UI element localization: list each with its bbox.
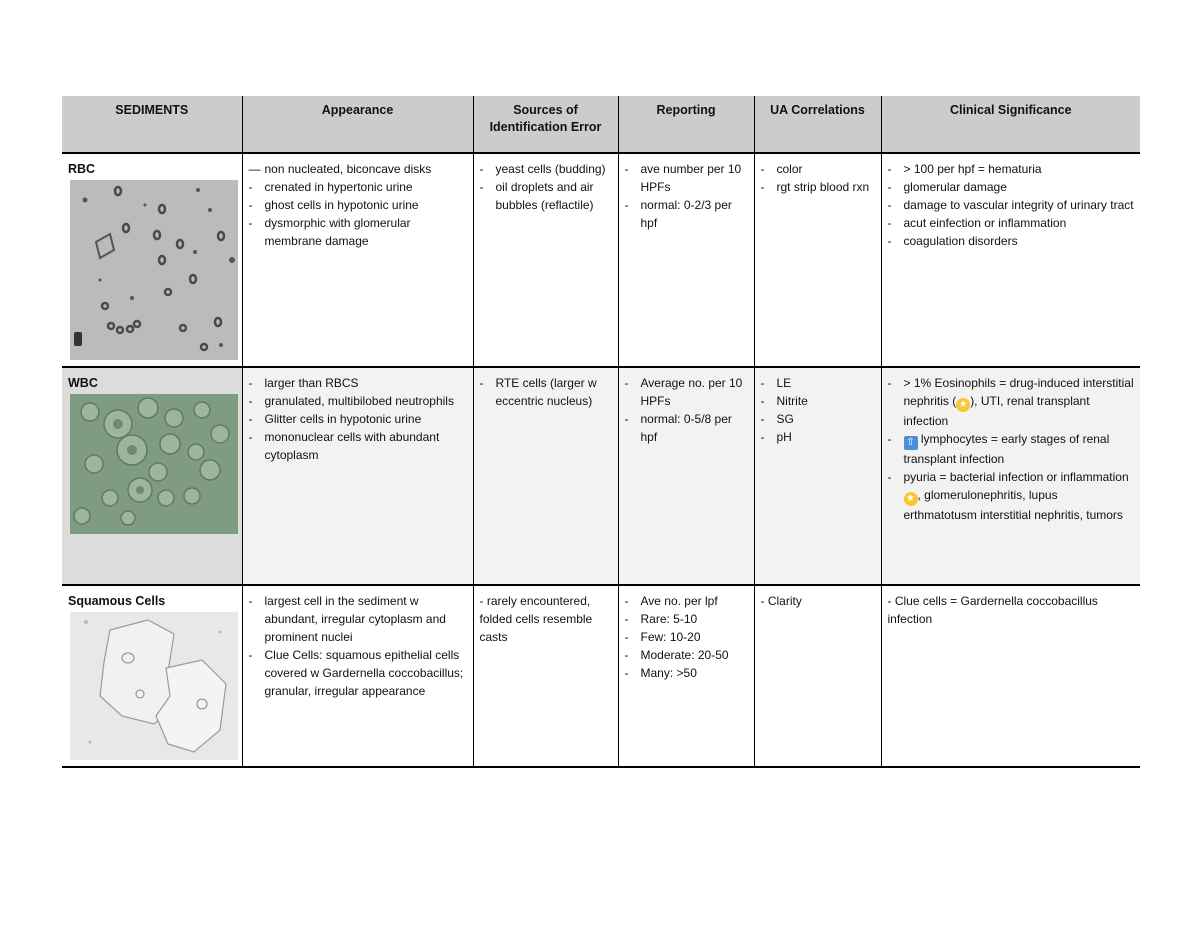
appearance-cell-rbc	[242, 153, 473, 367]
list-item: - > 100 per hpf = hematuria	[888, 160, 1135, 178]
sources-cell-rbc	[473, 153, 618, 367]
sources-text-squamous: - rarely encountered, folded cells resemble casts	[479, 594, 593, 644]
list-item: — non nucleated, biconcave disks	[249, 160, 467, 178]
sediment-name-wbc: WBC	[68, 376, 98, 390]
list-item: - Ave no. per lpf	[625, 592, 748, 610]
clinical-cell-rbc	[881, 153, 1140, 367]
list-item: - Rare: 5-10	[625, 610, 748, 628]
appearance-list-rbc	[249, 160, 467, 250]
list-item	[888, 374, 1135, 430]
ua-cell-rbc	[754, 153, 881, 367]
list-item: - color	[761, 160, 875, 178]
clinical-text-squamous: - Clue cells = Gardernella coccobacillus infection	[887, 594, 1098, 626]
list-item: - larger than RBCS	[249, 374, 467, 392]
list-item	[888, 430, 1135, 468]
clinical-text: ), UTI, renal transplant infection	[903, 394, 1090, 428]
sediment-name-squamous: Squamous Cells	[68, 594, 166, 608]
reporting-list-squamous	[625, 592, 748, 682]
header-clinical-significance: Clinical Significance	[881, 96, 1140, 153]
list-item: - Many: >50	[625, 664, 748, 682]
list-item: - ghost cells in hypotonic urine	[249, 196, 467, 214]
list-item: - oil droplets and air bubbles (reflactile)	[480, 178, 612, 214]
clinical-text: , glomerulonephritis, lupus erthmatotusm interstitial nephritis, tumors	[903, 488, 1123, 522]
wbc-micrograph-image	[70, 394, 238, 534]
appearance-list-squamous	[249, 592, 467, 700]
list-item: - granulated, multibilobed neutrophils	[249, 392, 467, 410]
ua-text-squamous: - Clarity	[760, 594, 802, 608]
list-item: - Moderate: 20-50	[625, 646, 748, 664]
appearance-cell-wbc	[242, 367, 473, 585]
header-reporting: Reporting	[618, 96, 754, 153]
list-item: - Glitter cells in hypotonic urine	[249, 410, 467, 428]
star-icon: ★	[956, 398, 970, 412]
list-item: - SG	[761, 410, 875, 428]
up-arrow-icon: ⇧	[904, 436, 918, 450]
ua-cell-wbc	[754, 367, 881, 585]
list-item: - dysmorphic with glomerular membrane damage	[249, 214, 467, 250]
clinical-text: pyuria = bacterial infection or inflammation	[903, 470, 1129, 484]
clinical-text: > 1% Eosinophils = drug-induced interstitial nephritis (	[903, 376, 1134, 408]
list-item: - Clue Cells: squamous epithelial cells covered w Gardernella coccobacillus; granular, irregular appearance	[249, 646, 467, 700]
header-sources: Sources of Identification Error	[473, 96, 618, 153]
sources-cell-squamous	[473, 585, 618, 767]
list-item: - Average no. per 10 HPFs	[625, 374, 748, 410]
sediment-cell-rbc	[62, 153, 242, 367]
clinical-cell-squamous	[881, 585, 1140, 767]
list-item: - Nitrite	[761, 392, 875, 410]
table-row-wbc	[62, 367, 1140, 585]
list-item	[888, 468, 1135, 524]
sediment-cell-squamous	[62, 585, 242, 767]
list-item: - acut einfection or inflammation	[888, 214, 1135, 232]
sources-list-rbc	[480, 160, 612, 214]
table-row-rbc	[62, 153, 1140, 367]
header-ua-correlations: UA Correlations	[754, 96, 881, 153]
list-item: - pH	[761, 428, 875, 446]
sediment-name-rbc: RBC	[68, 162, 96, 176]
sediments-table	[62, 96, 1140, 768]
reporting-list-rbc	[625, 160, 748, 232]
ua-list-rbc	[761, 160, 875, 196]
list-item: - yeast cells (budding)	[480, 160, 612, 178]
clinical-list-rbc	[888, 160, 1135, 250]
list-item: - crenated in hypertonic urine	[249, 178, 467, 196]
list-item: - LE	[761, 374, 875, 392]
list-item: - mononuclear cells with abundant cytoplasm	[249, 428, 467, 464]
reporting-cell-squamous	[618, 585, 754, 767]
appearance-cell-squamous	[242, 585, 473, 767]
list-item: - normal: 0-2/3 per hpf	[625, 196, 748, 232]
list-item: - ave number per 10 HPFs	[625, 160, 748, 196]
list-item: - RTE cells (larger w eccentric nucleus)	[480, 374, 612, 410]
header-row	[62, 96, 1140, 153]
squamous-micrograph-image	[70, 612, 238, 760]
rbc-micrograph-image	[70, 180, 238, 360]
reporting-cell-wbc	[618, 367, 754, 585]
star-icon: ★	[904, 492, 918, 506]
clinical-list-wbc	[888, 374, 1135, 524]
ua-list-wbc	[761, 374, 875, 446]
list-item: - coagulation disorders	[888, 232, 1135, 250]
header-appearance: Appearance	[242, 96, 473, 153]
ua-cell-squamous	[754, 585, 881, 767]
list-item: - largest cell in the sediment w abundant, irregular cytoplasm and prominent nuclei	[249, 592, 467, 646]
table-row-squamous	[62, 585, 1140, 767]
list-item: - glomerular damage	[888, 178, 1135, 196]
clinical-cell-wbc	[881, 367, 1140, 585]
reporting-list-wbc	[625, 374, 748, 446]
sources-cell-wbc	[473, 367, 618, 585]
list-item: - normal: 0-5/8 per hpf	[625, 410, 748, 446]
list-item: - rgt strip blood rxn	[761, 178, 875, 196]
header-sediments: SEDIMENTS	[62, 96, 242, 153]
sediment-cell-wbc	[62, 367, 242, 585]
list-item: - damage to vascular integrity of urinary tract	[888, 196, 1135, 214]
clinical-text: lymphocytes = early stages of renal transplant infection	[903, 432, 1110, 466]
sources-list-wbc	[480, 374, 612, 410]
list-item: - Few: 10-20	[625, 628, 748, 646]
appearance-list-wbc	[249, 374, 467, 464]
reporting-cell-rbc	[618, 153, 754, 367]
